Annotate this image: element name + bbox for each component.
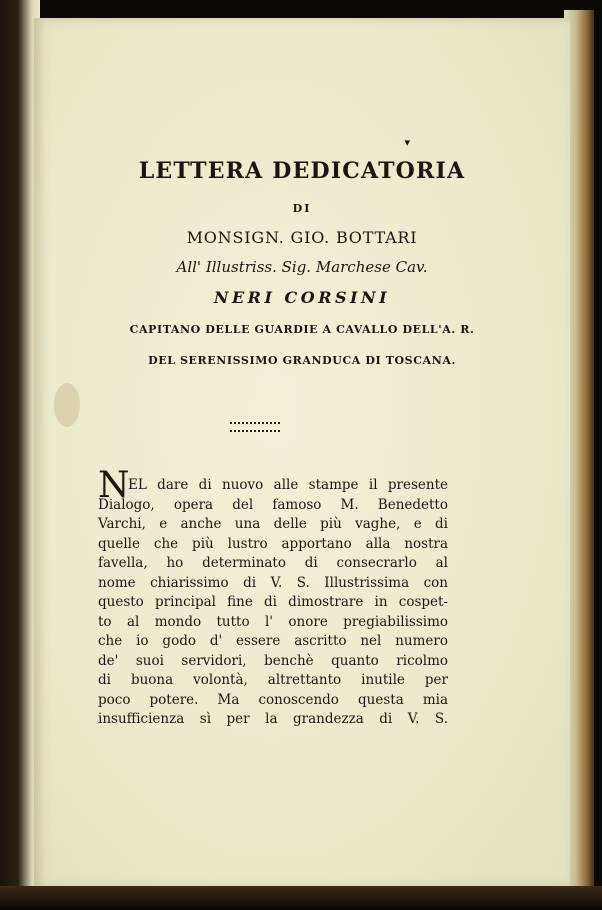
ornament-divider (230, 422, 280, 432)
body-line: favella, ho determinato di consecrarlo al (98, 555, 448, 571)
addressee-name: NERI CORSINI (213, 288, 391, 307)
body-line: de' suoi servidori, benchè quanto ricolmo (98, 652, 448, 669)
paper-stain (54, 383, 80, 427)
body-line: Dialogo, opera del famoso M. Benedetto (98, 496, 448, 513)
body-line: questo principal fine di dimostrare in cospet- (98, 594, 448, 610)
body-line: Varchi, e anche una delle più vaghe, e di (98, 516, 448, 532)
body-line: to al mondo tutto l' onore pregiabilissimo (98, 613, 448, 630)
body-line: insufficienza sì per la grandezza di V. S. (98, 711, 448, 727)
body-line: che io godo d' essere ascritto nel numero (98, 633, 448, 649)
page-mark: ▾ (404, 136, 410, 149)
body-line: di buona volontà, altrettanto inutile per (98, 672, 448, 688)
captain-line-2: DEL SERENISSIMO GRANDUCA DI TOSCANA. (148, 354, 456, 367)
body-line: poco potere. Ma conoscendo questa mia (98, 691, 448, 708)
author-line: MONSIGN. GIO. BOTTARI (186, 228, 418, 247)
page-title: LETTERA DEDICATORIA (138, 158, 466, 184)
di-label: DI (292, 202, 312, 215)
dedication-body (98, 476, 448, 730)
book-bottom-edge (0, 886, 602, 910)
body-line: EL dare di nuovo alle stampe il presente (128, 477, 448, 493)
body-line: nome chiarissimo di V. S. Illustrissima con (98, 574, 448, 591)
drop-capital: N (98, 465, 130, 506)
book-page (34, 18, 570, 888)
addressee-line: All' Illustriss. Sig. Marchese Cav. (176, 258, 428, 276)
captain-line-1: CAPITANO DELLE GUARDIE A CAVALLO DELL'A. R. (129, 323, 475, 336)
body-line: quelle che più lustro apportano alla nostra (98, 535, 448, 552)
